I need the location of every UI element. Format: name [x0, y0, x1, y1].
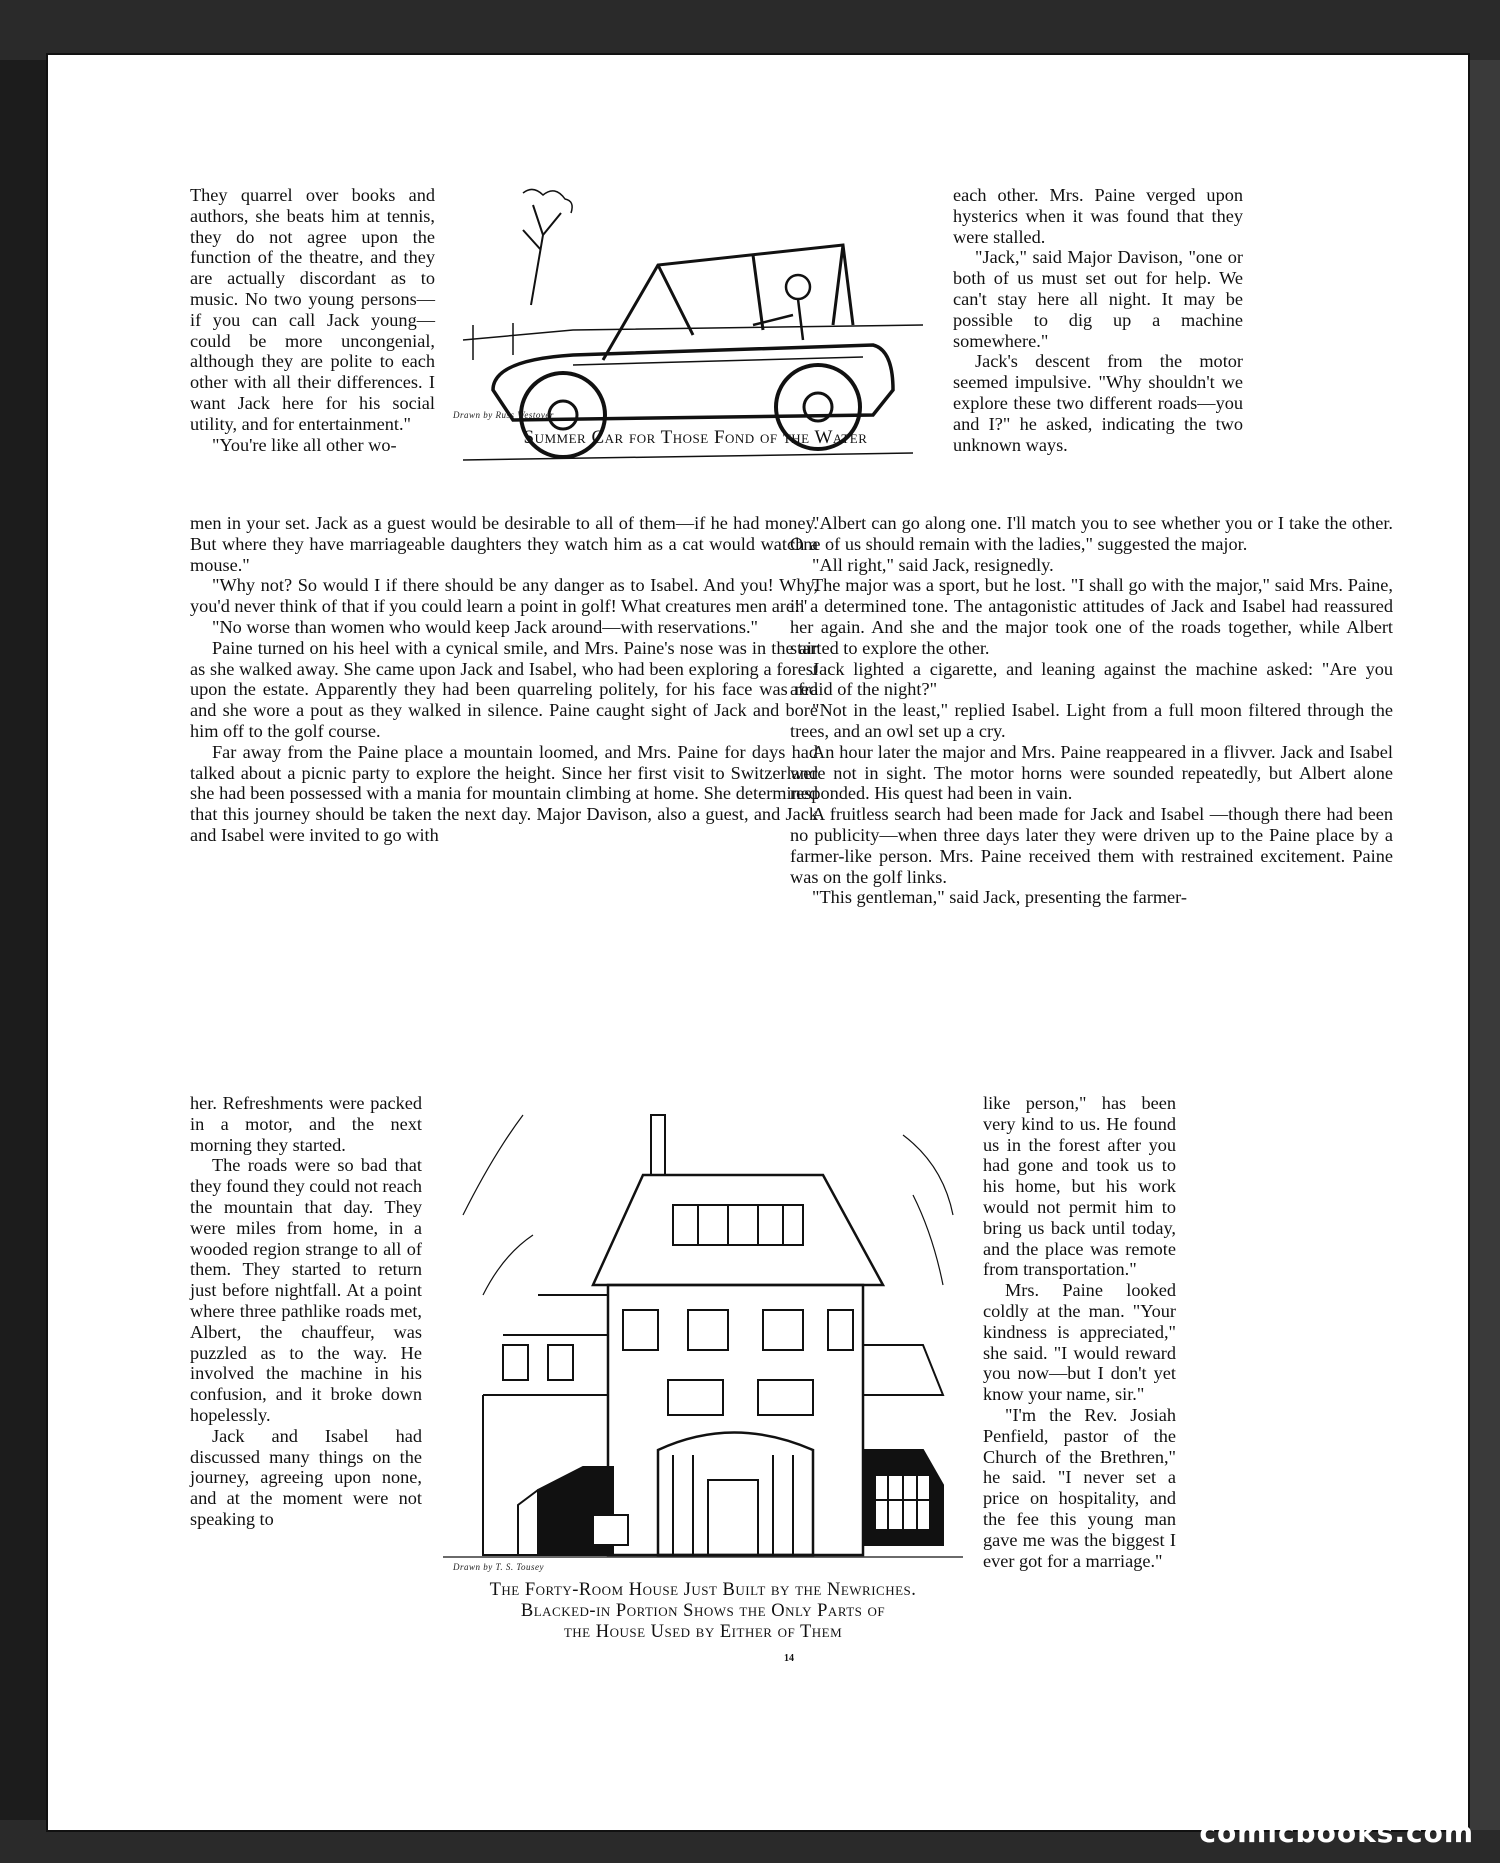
house-caption-line: Blacked-in Portion Shows the Only Parts of — [520, 1601, 886, 1621]
paragraph: Far away from the Paine place a mountain loomed, and Mrs. Paine for days had talked about a picnic party to explore the height. Since her first visit to Switzerland she had been possessed with a mania for mountain climbing at home. She determined that this journey should be taken the next day. Major Davison, also a guest, and Jack and Isabel were invited to go with — [190, 741, 818, 845]
car-illustration — [453, 175, 923, 465]
column-left-lower — [190, 1093, 422, 1530]
paragraph: "I'm the Rev. Josiah Penfield, pastor of the Church of the Brethren," he said. "I never set a price on hospitality, and the fee this young man gave me was the biggest I ever got for a marriage." — [983, 1404, 1176, 1571]
paragraph: Mrs. Paine looked coldly at the man. "Your kindness is appreciated," she said. "I would reward you now—but I don't yet know your name, sir." — [983, 1280, 1176, 1405]
house-caption-line: The Forty-Room House Just Built by the Newriches. — [489, 1580, 917, 1600]
paragraph: "No worse than women who would keep Jack around—with reservations." — [212, 616, 758, 637]
paragraph: "You're like all other wo- — [212, 434, 397, 455]
page-edge — [1470, 60, 1500, 1830]
paragraph: "Jack," said Major Davison, "one or both of us must set out for help. We can't stay here all night. It may be possible to dig up a machine somewhere." — [953, 247, 1243, 351]
page-number: 14 — [784, 1653, 794, 1664]
paragraph: "This gentleman," said Jack, presenting the farmer- — [812, 887, 1187, 908]
house-credit: Drawn by T. S. Tousey — [453, 1562, 545, 1572]
column-left-middle — [190, 513, 818, 846]
house-illustration — [443, 1095, 963, 1565]
paragraph: like person," has been very kind to us. He found us in the forest after you had gone and took us to his home, but his work would not permit him to bring us back until today, and the place was remote from transportation." — [983, 1093, 1176, 1280]
paragraph: men in your set. Jack as a guest would be desirable to all of them—if he had money. But where they have marriageable daughters they watch him as a cat would watch a mouse." — [190, 513, 818, 575]
paragraph: each other. Mrs. Paine verged upon hysterics when it was found that they were stalled. — [953, 185, 1243, 247]
column-right-middle — [790, 513, 1393, 908]
paragraph: her. Refreshments were packed in a motor, and the next morning they started. — [190, 1093, 422, 1155]
column-right-lower — [983, 1093, 1176, 1571]
house-caption-line: the House Used by Either of Them — [563, 1622, 843, 1642]
paragraph: Jack lighted a cigarette, and leaning against the machine asked: "Are you afraid of the night?" — [790, 658, 1393, 700]
paragraph: They quarrel over books and authors, she beats him at tennis, they do not agree upon the function of the theatre, and they are actually discordant as to music. No two young persons—if you can call Jack young—could be more uncongenial, although they are polite to each other with all their differences. I want Jack here for his social utility, and for entertainment." — [190, 185, 435, 434]
paragraph: The roads were so bad that they found they could not reach the mountain that day. They were miles from home, in a wooded region strange to all of them. They started to return just before nightfall. At a point where three pathlike roads met, Albert, the chauffeur, was puzzled as to the way. He involved the machine in his confusion, and it broke down hopelessly. — [190, 1155, 422, 1425]
watermark: comicbooks.com — [1199, 1816, 1474, 1849]
book-binding — [0, 60, 48, 1820]
paragraph: "All right," said Jack, resignedly. — [812, 554, 1054, 575]
paragraph: "Not in the least," replied Isabel. Light from a full moon filtered through the trees, and an owl set up a cry. — [790, 700, 1393, 741]
paragraph: An hour later the major and Mrs. Paine reappeared in a flivver. Jack and Isabel were not in sight. The motor horns were sounded repeatedly, but Albert alone responded. His quest had been in vain. — [790, 741, 1393, 804]
column-left-top — [190, 185, 435, 455]
car-caption: Summer Car for Those Fond of the Water — [523, 427, 868, 448]
paragraph: A fruitless search had been made for Jack and Isabel —though there had been no publicity—when three days later they were driven up to the Paine place by a farmer-like person. Mrs. Paine received them with restrained excitement. Paine was on the golf links. — [790, 804, 1393, 887]
paragraph: Jack's descent from the motor seemed impulsive. "Why shouldn't we explore these two different roads—you and I?" he asked, indicating the two unknown ways. — [953, 351, 1243, 455]
car-credit: Drawn by Russ Westover — [453, 410, 554, 420]
paragraph: "Albert can go along one. I'll match you to see whether you or I take the other. One of us should remain with the ladies," suggested the major. — [790, 513, 1393, 554]
magazine-page — [48, 55, 1468, 1830]
paragraph: Paine turned on his heel with a cynical smile, and Mrs. Paine's nose was in the air as she walked away. She came upon Jack and Isabel, who had been exploring a forest upon the estate. Apparently they had been quarreling politely, for his face was red and she wore a pout as they walked in silence. Paine caught sight of Jack and bore him off to the golf course. — [190, 637, 818, 741]
paragraph: "Why not? So would I if there should be any danger as to Isabel. And you! Why, you'd never think of that if you could learn a point in golf! What creatures men are!" — [190, 575, 818, 617]
paragraph: The major was a sport, but he lost. "I shall go with the major," said Mrs. Paine, in a determined tone. The antagonistic attitudes of Jack and Isabel had reassured her again. And she and the major took one of the roads together, while Albert started to explore the other. — [790, 575, 1393, 658]
paragraph: Jack and Isabel had discussed many things on the journey, agreeing upon none, and at the moment were not speaking to — [190, 1425, 422, 1529]
column-right-top — [953, 185, 1243, 455]
house-caption — [443, 1580, 963, 1643]
